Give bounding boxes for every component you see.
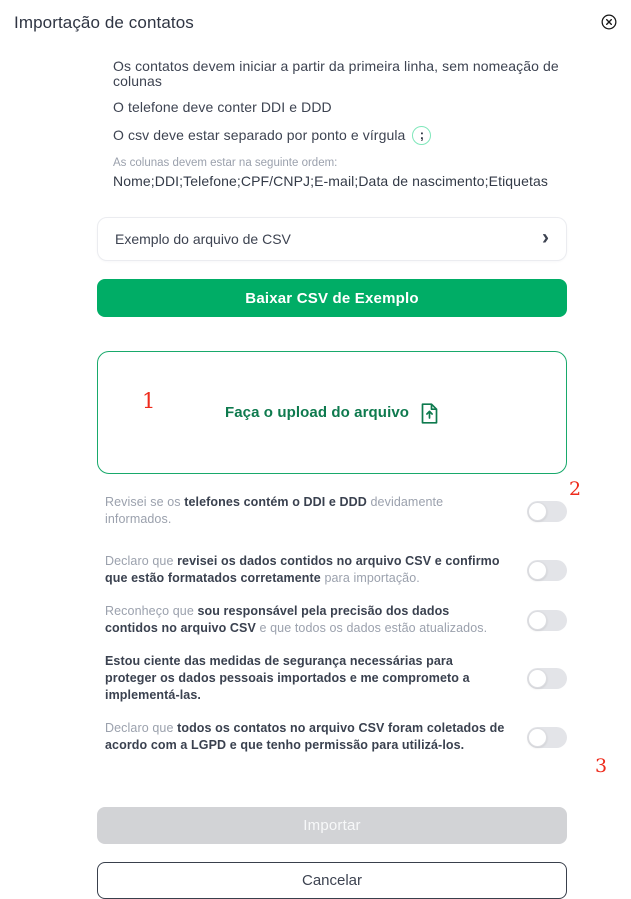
toggle-label-bold: sou responsável pela precisão dos dados contidos no arquivo CSV xyxy=(105,604,450,635)
toggle-label-prefix: Revisei se os xyxy=(105,495,185,509)
toggle-label-prefix: Declaro que xyxy=(105,554,178,568)
instruction-separator xyxy=(113,126,567,145)
switch-knob xyxy=(528,611,547,630)
toggle-label-bold: telefones contém o DDI e DDD xyxy=(184,495,367,509)
toggle-row-data-accuracy xyxy=(105,603,567,637)
semicolon-badge-icon: ; xyxy=(412,126,431,145)
toggle-label-suffix: devidamente informados. xyxy=(105,495,444,526)
toggle-label xyxy=(105,720,527,754)
toggle-label-suffix: e que todos os dados estão atualizados. xyxy=(255,621,488,635)
toggle-label xyxy=(105,603,527,637)
switch-knob xyxy=(528,561,547,580)
page-title: Importação de contatos xyxy=(14,13,194,32)
toggle-label-suffix: para importação. xyxy=(320,571,420,585)
toggle-label xyxy=(105,653,527,704)
toggle-row-ddi-ddd xyxy=(105,494,567,528)
toggle-switch-lgpd-consent[interactable] xyxy=(527,727,567,748)
dialog-header xyxy=(0,0,631,33)
toggle-label-bold: todos os contatos no arquivo CSV foram coletados de acordo com a LGPD e que tenho permissão para utilizá-los. xyxy=(105,721,505,752)
csv-example-expander[interactable] xyxy=(97,217,567,261)
file-upload-dropzone[interactable] xyxy=(97,351,567,474)
close-icon xyxy=(600,19,618,34)
columns-order-caption: As colunas devem estar na seguinte ordem: xyxy=(113,157,338,169)
instruction-separator-text: O csv deve estar separado por ponto e vírgula xyxy=(113,127,406,143)
upload-label: Faça o upload do arquivo xyxy=(224,404,410,421)
instructions xyxy=(97,59,567,189)
csv-example-label: Exemplo do arquivo de CSV xyxy=(115,231,291,247)
switch-knob xyxy=(528,669,547,688)
toggle-label-prefix: Declaro que xyxy=(105,721,178,735)
download-example-csv-button[interactable]: Baixar CSV de Exemplo xyxy=(97,279,567,317)
toggle-switch-security-measures[interactable] xyxy=(527,668,567,689)
annotation-marker-3: 3 xyxy=(595,755,608,777)
toggle-row-security-measures xyxy=(105,653,567,704)
toggle-label-prefix: Reconheço que xyxy=(105,604,198,618)
file-upload-icon xyxy=(420,403,439,429)
toggle-row-lgpd-consent xyxy=(105,720,567,754)
annotation-marker-1: 1 xyxy=(142,389,156,413)
toggle-label-bold: revisei os dados contidos no arquivo CSV e confirmo que estão formatados corretamente xyxy=(105,554,500,585)
columns-order-value: Nome;DDI;Telefone;CPF/CNPJ;E-mail;Data de nascimento;Etiquetas xyxy=(113,173,548,189)
chevron-right-icon: › xyxy=(542,226,549,249)
toggle-switch-data-accuracy[interactable] xyxy=(527,610,567,631)
switch-knob xyxy=(528,502,547,521)
toggle-label xyxy=(105,494,527,528)
toggle-switch-reviewed-csv[interactable] xyxy=(527,560,567,581)
instruction-first-line: Os contatos devem iniciar a partir da primeira linha, sem nomeação de colunas xyxy=(113,58,559,89)
import-button[interactable]: Importar xyxy=(97,807,567,844)
toggle-row-reviewed-csv xyxy=(105,553,567,587)
instruction-phone: O telefone deve conter DDI e DDD xyxy=(113,99,332,115)
cancel-button[interactable]: Cancelar xyxy=(97,862,567,899)
dialog-body xyxy=(97,59,567,899)
toggle-switch-ddi-ddd[interactable] xyxy=(527,501,567,522)
switch-knob xyxy=(528,728,547,747)
confirmation-toggles xyxy=(97,494,567,754)
toggle-label-bold: Estou ciente das medidas de segurança necessárias para proteger os dados pessoais importados e me comprometo a implementá-las. xyxy=(105,654,470,702)
dialog-footer xyxy=(97,807,567,899)
toggle-label xyxy=(105,553,527,587)
close-button[interactable] xyxy=(599,13,619,33)
annotation-marker-2: 2 xyxy=(569,478,582,500)
